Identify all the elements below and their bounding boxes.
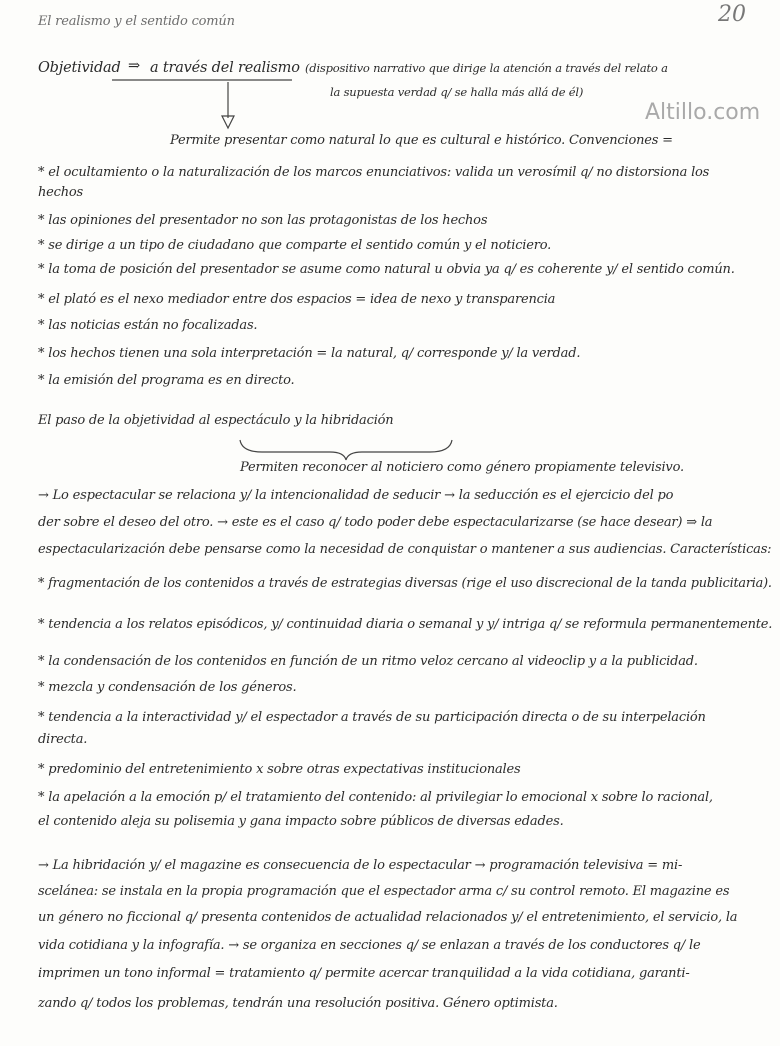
list-item: * la condensación de los contenidos en función de un ritmo veloz cercano al videoclip y a la publicidad. <box>38 654 698 669</box>
list-item: * se dirige a un tipo de ciudadano que comparte el sentido común y el noticiero. <box>38 238 552 253</box>
list-item: * el ocultamiento o la naturalización de los marcos enunciativos: valida un verosímil q/ no distorsiona los <box>38 165 710 180</box>
paragraph-line: scelánea: se instala en la propia programación que el espectador arma c/ su control remoto. El magazine es <box>38 884 730 899</box>
paragraph-line: → Lo espectacular se relaciona y/ la intencionalidad de seducir → la seducción es el ejercicio del po <box>38 488 674 503</box>
paragraph-line: vida cotidiana y la infografía. → se organiza en secciones q/ se enlazan a través de los conductores q/ le <box>38 938 701 953</box>
watermark: Altillo.com <box>645 100 761 125</box>
paragraph-line: espectacularización debe pensarse como la necesidad de conquistar o mantener a sus audiencias. Características: <box>38 542 772 557</box>
permiten-line: Permiten reconocer al noticiero como género propiamente televisivo. <box>240 460 684 475</box>
list-item: * la apelación a la emoción p/ el tratamiento del contenido: al privilegiar lo emocional x sobre lo racional, <box>38 790 713 805</box>
list-item: * la toma de posición del presentador se asume como natural u obvia ya q/ es coherente y/ el sentido común. <box>38 262 735 277</box>
list-item-cont: directa. <box>38 732 88 747</box>
paragraph-line: imprimen un tono informal = tratamiento q/ permite acercar tranquilidad a la vida cotidiana, garanti- <box>38 966 690 981</box>
list-item: * tendencia a los relatos episódicos, y/ continuidad diaria o semanal y y/ intriga q/ se reformula permanentemente. <box>38 617 773 632</box>
paragraph-line: un género no ficcional q/ presenta contenidos de actualidad relacionados y/ el entretenimiento, el servicio, la <box>38 910 738 925</box>
paragraph-line: → La hibridación y/ el magazine es consecuencia de lo espectacular → programación televisiva = mi- <box>38 858 683 873</box>
realismo-definition: (dispositivo narrativo que dirige la atención a través del relato a <box>305 61 668 75</box>
paragraph-line: der sobre el deseo del otro. → este es el caso q/ todo poder debe espectacularizarse (se hace desear) ⇒ la <box>38 515 713 530</box>
section-heading-espectaculo: El paso de la objetividad al espectáculo y la hibridación <box>38 413 394 428</box>
paragraph-line: zando q/ todos los problemas, tendrán una resolución positiva. Género optimista. <box>38 996 558 1011</box>
list-item: * la emisión del programa es en directo. <box>38 373 295 388</box>
arrow-double: ⇒ <box>128 58 140 74</box>
curly-brace <box>240 440 452 460</box>
list-item: * los hechos tienen una sola interpretación = la natural, q/ corresponde y/ la verdad. <box>38 346 581 361</box>
list-item: * el plató es el nexo mediador entre dos espacios = idea de nexo y transparencia <box>38 292 556 307</box>
list-item: * tendencia a la interactividad y/ el espectador a través de su participación directa o de su interpelación <box>38 710 706 725</box>
list-item: * mezcla y condensación de los géneros. <box>38 680 297 695</box>
list-item: * predominio del entretenimiento x sobre otras expectativas institucionales <box>38 762 521 777</box>
page-number: 20 <box>718 2 746 27</box>
list-item: * las noticias están no focalizadas. <box>38 318 258 333</box>
list-item: * las opiniones del presentador no son las protagonistas de los hechos <box>38 213 488 228</box>
realismo-phrase: a través del realismo <box>150 60 300 76</box>
list-item-cont: el contenido aleja su polisemia y gana impacto sobre públicos de diversas edades. <box>38 814 564 829</box>
realismo-definition-cont: la supuesta verdad q/ se halla más allá de él) <box>330 85 584 99</box>
objetividad-label: Objetividad <box>38 60 121 76</box>
section-heading-realismo: El realismo y el sentido común <box>38 14 235 29</box>
list-item: * fragmentación de los contenidos a través de estrategias diversas (rige el uso discrecional de la tanda publicitaria). <box>38 576 772 591</box>
list-item-cont: hechos <box>38 185 84 200</box>
permite-line: Permite presentar como natural lo que es cultural e histórico. Convenciones = <box>170 133 673 148</box>
